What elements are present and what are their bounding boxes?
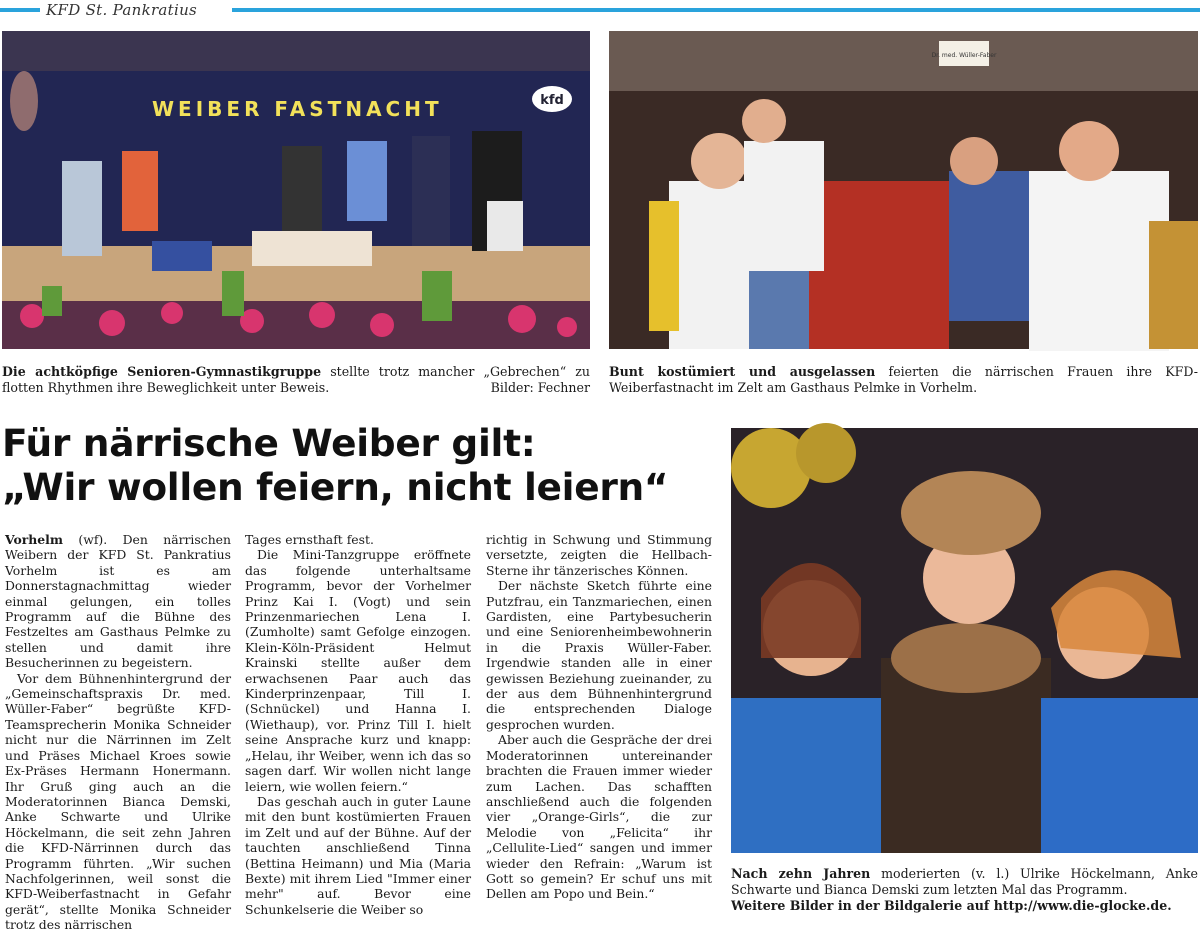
- paragraph-text: (wf). Den närrischen Weibern der KFD St. Pankratius Vorhelm ist es am Donnerstagnachmittag wieder einmal gelungen, ein tolles Programm auf die Bühne des Festzeltes am Gasthaus Pelmke zu stellen und damit ihre Besucherinnen zu begeistern.: [5, 532, 231, 671]
- praxis-sign: Dr. med. Wüller-Faber: [931, 52, 997, 59]
- caption-crowd-photo: [609, 364, 1198, 396]
- caption-moderators-photo: [731, 866, 1198, 914]
- article-paragraph: Aber auch die Gespräche der drei Moderatorinnen untereinander brachten die Frauen immer wieder zum Lachen. Das schafften anschließend auch die folgenden vier „Orange-Girls“, die zur Melodie von „Felicita“ ihr „Cellulite-Lied“ sangen und immer wieder den Refrain: „Warum ist Gott so gemein? Er schuf uns mit Dellen am Popo und Bein.“: [486, 732, 712, 902]
- section-label: KFD St. Pankratius: [46, 1, 198, 19]
- kfd-logo: [532, 86, 572, 112]
- photo-credit: Bilder: Fechner: [490, 380, 590, 395]
- article-column-3: [486, 532, 712, 902]
- section-header: [0, 0, 1200, 22]
- caption-stage-lead: Die achtköpfige Senioren-Gymnastikgruppe: [2, 364, 322, 379]
- article-paragraph: [5, 532, 231, 671]
- caption-crowd-lead: Bunt kostümiert und ausgelassen: [609, 364, 876, 379]
- caption-stage-photo: [2, 364, 590, 396]
- article-paragraph: richtig in Schwung und Stimmung versetzte, zeigten die Hellbach-Sterne ihr tänzerisches Können.: [486, 532, 712, 578]
- headline-line-1: Für närrische Weiber gilt:: [2, 421, 536, 465]
- article-headline: [2, 421, 712, 509]
- photo-costumed-crowd: [609, 31, 1198, 349]
- article-paragraph: Die Mini-Tanzgruppe eröffnete das folgende unterhaltsame Programm, bevor der Vorhelmer Prinz Kai I. (Vogt) und sein Prinzenmariechen Lena I. (Zumholte) samt Gefolge einzogen. Klein-Köln-Präsident Helmut Krainski stellte außer dem erwachsenen Paar auch das Kinderprinzenpaar, Till I. (Schnückel) und Hanna I. (Wiethaup), vor. Prinz Till I. hielt seine Ansprache kurz und knapp: „Helau, ihr Weiber, wenn ich das so sagen darf. Wir wollen nicht lange leiern, wie wollen feiern.“: [245, 547, 471, 794]
- photo-three-moderators: [731, 428, 1198, 853]
- article-column-2: [245, 532, 471, 917]
- article-paragraph: Vor dem Bühnenhintergrund der „Gemeinschaftspraxis Dr. med. Wüller-Faber“ begrüßte KFD-Teamsprecherin Monika Schneider nicht nur die Närrinnen im Zelt und Präses Michael Kroes sowie Ex-Präses Hermann Honermann. Ihr Gruß ging auch an die Moderatorinnen Bianca Demski, Anke Schwarte und Ulrike Höckelmann, die seit zehn Jahren die KFD-Närrinnen durch das Programm führten. „Wir suchen Nachfolgerinnen, weil sonst die KFD-Weiberfastnacht in Gefahr gerät“, stellte Monika Schneider trotz des närrischen: [5, 670, 231, 933]
- caption-moderators-text: moderierten (v. l.) Ulrike Höckelmann, Anke Schwarte und Bianca Demski zum letzten Mal das Programm.: [731, 866, 1198, 897]
- photo-stage-gymnastics-group: [2, 31, 590, 349]
- gallery-link: Weitere Bilder in der Bildgalerie auf http://www.die-glocke.de.: [731, 898, 1172, 913]
- kfd-badge: kfd: [540, 93, 564, 108]
- stage-banner-text: WEIBER FASTNACHT: [152, 97, 443, 121]
- article-column-1: [5, 532, 231, 933]
- header-rule-left: [0, 8, 40, 12]
- article-paragraph: Der nächste Sketch führte eine Putzfrau, ein Tanzmariechen, einen Gardisten, eine Partybesucherin und eine Seniorenheimbewohnerin in die Praxis Wüller-Faber. Irgendwie standen alle in einer gewissen Beziehung zueinander, zu der aus dem Bühnenhintergrund die entsprechenden Dialoge gesprochen wurden.: [486, 578, 712, 732]
- article-paragraph: Tages ernsthaft fest.: [245, 532, 374, 547]
- article-dateline: Vorhelm: [5, 532, 63, 547]
- caption-moderators-lead: Nach zehn Jahren: [731, 866, 871, 881]
- headline-line-2: „Wir wollen feiern, nicht leiern“: [2, 465, 669, 509]
- article-paragraph: Das geschah auch in guter Laune mit den bunt kostümierten Frauen im Zelt und auf der Bühne. Auf der tauchten anschließend Tinna (Bettina Heimann) und Mia (Maria Bexte) mit ihrem Lied "Immer einer mehr" auf. Bevor eine Schunkelserie die Weiber so: [245, 793, 471, 917]
- caption-stage-text: stellte trotz mancher „Gebrechen“ zu flotten Rhythmen ihre Beweglichkeit unter Beweis.: [2, 364, 591, 395]
- caption-crowd-text: feierten die närrischen Frauen ihre KFD-Weiberfastnacht im Zelt am Gasthaus Pelmke in Vorhelm.: [609, 364, 1199, 395]
- header-rule-right: [232, 8, 1200, 12]
